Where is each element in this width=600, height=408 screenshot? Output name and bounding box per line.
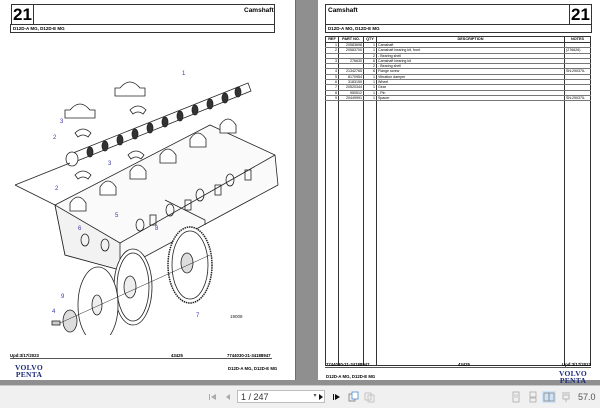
footer-page-code: 43425: [458, 362, 470, 367]
parts-table: [325, 36, 591, 366]
cell-ref: 4: [326, 69, 339, 74]
page-title: Camshaft: [328, 7, 358, 14]
cell-qty: 1: [364, 95, 377, 100]
copy-page-icon[interactable]: [347, 391, 359, 403]
cell-ref: 2: [326, 48, 339, 53]
subtitle-box: D12D-A MG, D12D-E MG: [10, 24, 275, 33]
svg-text:4: 4: [52, 309, 56, 315]
logo-line2: PENTA: [559, 375, 587, 385]
logo-line2: PENTA: [15, 369, 43, 379]
cell-ref: 8: [326, 90, 339, 95]
zoom-level[interactable]: 57.0: [578, 392, 596, 402]
subtitle-box: D12D-A MG, D12D-E MG: [325, 24, 592, 33]
svg-text:7: 7: [196, 313, 200, 319]
cell-part: 20583698: [339, 43, 364, 48]
footer-updated: Upd:3/17/2023: [10, 353, 39, 358]
volvo-penta-logo: [554, 371, 592, 384]
cell-qty: 1: [364, 48, 377, 53]
cell-part: 20583700: [339, 48, 364, 53]
col-description: DESCRIPTION: [377, 37, 565, 43]
cell-desc: - Bearing shell: [377, 53, 565, 58]
svg-text:2: 2: [55, 186, 59, 192]
left-page: [0, 0, 295, 380]
cell-desc: Vibration damper: [377, 74, 565, 79]
cell-qty: 2: [364, 53, 377, 58]
cell-desc: Camshaft: [377, 43, 565, 48]
footer-models: D12D-A MG, D12D-E MG: [326, 374, 376, 379]
single-page-icon[interactable]: [510, 391, 522, 403]
footer-divider: [10, 358, 272, 359]
cell-ref: 1: [326, 43, 339, 48]
cell-qty: 6: [364, 58, 377, 63]
svg-text:9: 9: [61, 294, 65, 300]
cell-part: 950512: [339, 90, 364, 95]
continuous-icon[interactable]: [527, 391, 539, 403]
cell-ref: 7: [326, 85, 339, 90]
cell-qty: 1: [364, 85, 377, 90]
cell-part: 21342765: [339, 69, 364, 74]
callout-1: 1: [182, 71, 186, 77]
cell-ref: 6: [326, 80, 339, 85]
svg-text:3: 3: [108, 161, 112, 167]
footer-doc-number: 7744030-21-34188947: [326, 362, 370, 367]
section-number: 21: [569, 4, 592, 25]
cell-notes: SN:29037IL: [565, 95, 591, 100]
footer-divider: [325, 367, 591, 368]
footer-doc-number: 7744030-21-34188947: [227, 353, 271, 358]
volvo-penta-logo: [10, 365, 48, 378]
cell-desc: Camshaft bearing kit: [377, 58, 565, 63]
cell-part: 20449991: [339, 95, 364, 100]
cell-desc: - Bearing shell: [377, 64, 565, 69]
next-page-icon[interactable]: [315, 391, 327, 403]
cell-qty: 1: [364, 43, 377, 48]
logo-line1: VOLVO: [14, 363, 43, 372]
figure-id: 19008: [230, 314, 243, 319]
cell-desc: Flange screw: [377, 69, 565, 74]
footer-updated: Upd:3/17/2023: [562, 362, 591, 367]
viewer-toolbar: [0, 385, 600, 408]
table-filler-row: [326, 101, 591, 366]
cell-part: 276630: [339, 58, 364, 63]
cell-part: 3183150: [339, 80, 364, 85]
cell-notes: (276626): [565, 48, 591, 53]
page-number-input[interactable]: 1 / 247: [237, 390, 325, 403]
cell-qty: 1: [364, 74, 377, 79]
svg-text:8: 8: [155, 226, 159, 232]
cell-qty: 1: [364, 90, 377, 95]
svg-text:5: 5: [115, 213, 119, 219]
two-page-icon[interactable]: [542, 391, 556, 403]
right-page: [318, 0, 600, 385]
paste-page-icon[interactable]: [363, 391, 375, 403]
first-page-icon[interactable]: [207, 391, 219, 403]
prev-page-icon[interactable]: [222, 391, 234, 403]
footer-models: D12D-A MG, D12D-E MG: [228, 366, 278, 371]
svg-text:6: 6: [78, 226, 82, 232]
col-part-no: PART NO.: [339, 37, 364, 43]
cell-desc: Camshaft bearing kit, front: [377, 48, 565, 53]
cell-ref: 9: [326, 95, 339, 100]
cell-part: 20520344: [339, 85, 364, 90]
page-dropdown-icon[interactable]: ▾: [313, 393, 317, 399]
camshaft-exploded-diagram: [10, 55, 285, 335]
footer-page-code: 43425: [171, 353, 183, 358]
title-box: [325, 4, 570, 25]
cell-ref: 3: [326, 58, 339, 63]
cell-qty: 6: [364, 69, 377, 74]
cell-notes: SN:29037IL: [565, 69, 591, 74]
cell-qty: 1: [364, 80, 377, 85]
title-box: [33, 4, 275, 25]
cell-desc: - Pin: [377, 90, 565, 95]
cell-desc: Wheel: [377, 80, 565, 85]
callout-3a: 3: [60, 119, 64, 125]
cell-part: 8170954: [339, 74, 364, 79]
col-qty: QTY: [364, 37, 377, 43]
svg-text:2: 2: [53, 135, 57, 141]
cell-qty: 2: [364, 64, 377, 69]
logo-line1: VOLVO: [558, 369, 587, 378]
cell-ref: 5: [326, 74, 339, 79]
cell-desc: Spacer: [377, 95, 565, 100]
col-notes: NOTES: [565, 37, 591, 43]
page-title: Camshaft: [244, 7, 274, 14]
section-number: 21: [11, 4, 34, 25]
last-page-icon[interactable]: [331, 391, 343, 403]
two-page-continuous-icon[interactable]: [560, 391, 572, 403]
cell-desc: Gear: [377, 85, 565, 90]
col-ref: REF: [326, 37, 339, 43]
